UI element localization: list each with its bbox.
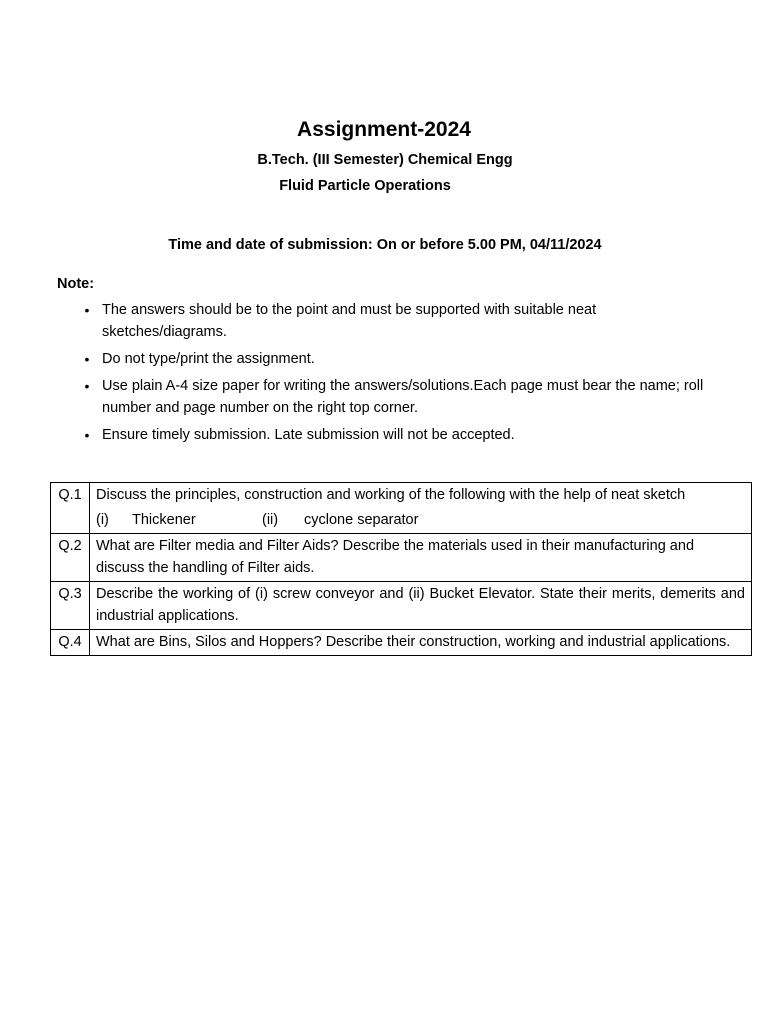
question-number: Q.4 xyxy=(51,630,90,656)
question-sub-items xyxy=(96,509,745,531)
questions-table xyxy=(50,482,752,656)
note-text: The answers should be to the point and must be supported with suitable neat sketches/diagrams. xyxy=(102,302,597,340)
question-row xyxy=(51,582,752,630)
bullet-icon: • xyxy=(84,378,90,394)
question-number: Q.3 xyxy=(51,582,90,630)
submission-deadline: Time and date of submission: On or before 5.00 PM, 04/11/2024 xyxy=(168,237,602,253)
note-text: Ensure timely submission. Late submission will not be accepted. xyxy=(102,427,515,443)
note-item xyxy=(80,375,720,419)
question-number: Q.2 xyxy=(51,534,90,582)
bullet-icon: • xyxy=(84,351,90,367)
note-item xyxy=(80,299,720,343)
subject-line: Fluid Particle Operations xyxy=(279,178,451,194)
note-text: Use plain A-4 size paper for writing the answers/solutions.Each page must bear the name; roll number and page number on the right top corner. xyxy=(102,378,704,416)
note-text: Do not type/print the assignment. xyxy=(102,351,315,367)
sub-item-index: (ii) xyxy=(262,512,279,528)
question-text: Describe the working of (i) screw conveyor and (ii) Bucket Elevator. State their merits, demerits and industrial applications. xyxy=(90,582,752,630)
question-text: Discuss the principles, construction and working of the following with the help of neat sketch xyxy=(96,487,686,503)
question-row xyxy=(51,630,752,656)
question-number: Q.1 xyxy=(51,483,90,534)
question-text: What are Filter media and Filter Aids? Describe the materials used in their manufacturing and discuss the handling of Filter aids. xyxy=(90,534,752,582)
sub-item-text: cyclone separator xyxy=(304,512,419,528)
question-cell xyxy=(90,483,752,534)
bullet-icon: • xyxy=(84,302,90,318)
note-item xyxy=(80,348,720,370)
question-row xyxy=(51,534,752,582)
note-item xyxy=(80,424,720,446)
notes-list xyxy=(80,299,720,451)
sub-item-text: Thickener xyxy=(132,512,196,528)
bullet-icon: • xyxy=(84,427,90,443)
sub-item-index: (i) xyxy=(96,512,109,528)
course-line: B.Tech. (III Semester) Chemical Engg xyxy=(257,152,513,168)
question-row xyxy=(51,483,752,534)
question-text: What are Bins, Silos and Hoppers? Describe their construction, working and industrial applications. xyxy=(90,630,752,656)
note-heading: Note: xyxy=(57,276,95,292)
document-title: Assignment-2024 xyxy=(297,118,471,141)
